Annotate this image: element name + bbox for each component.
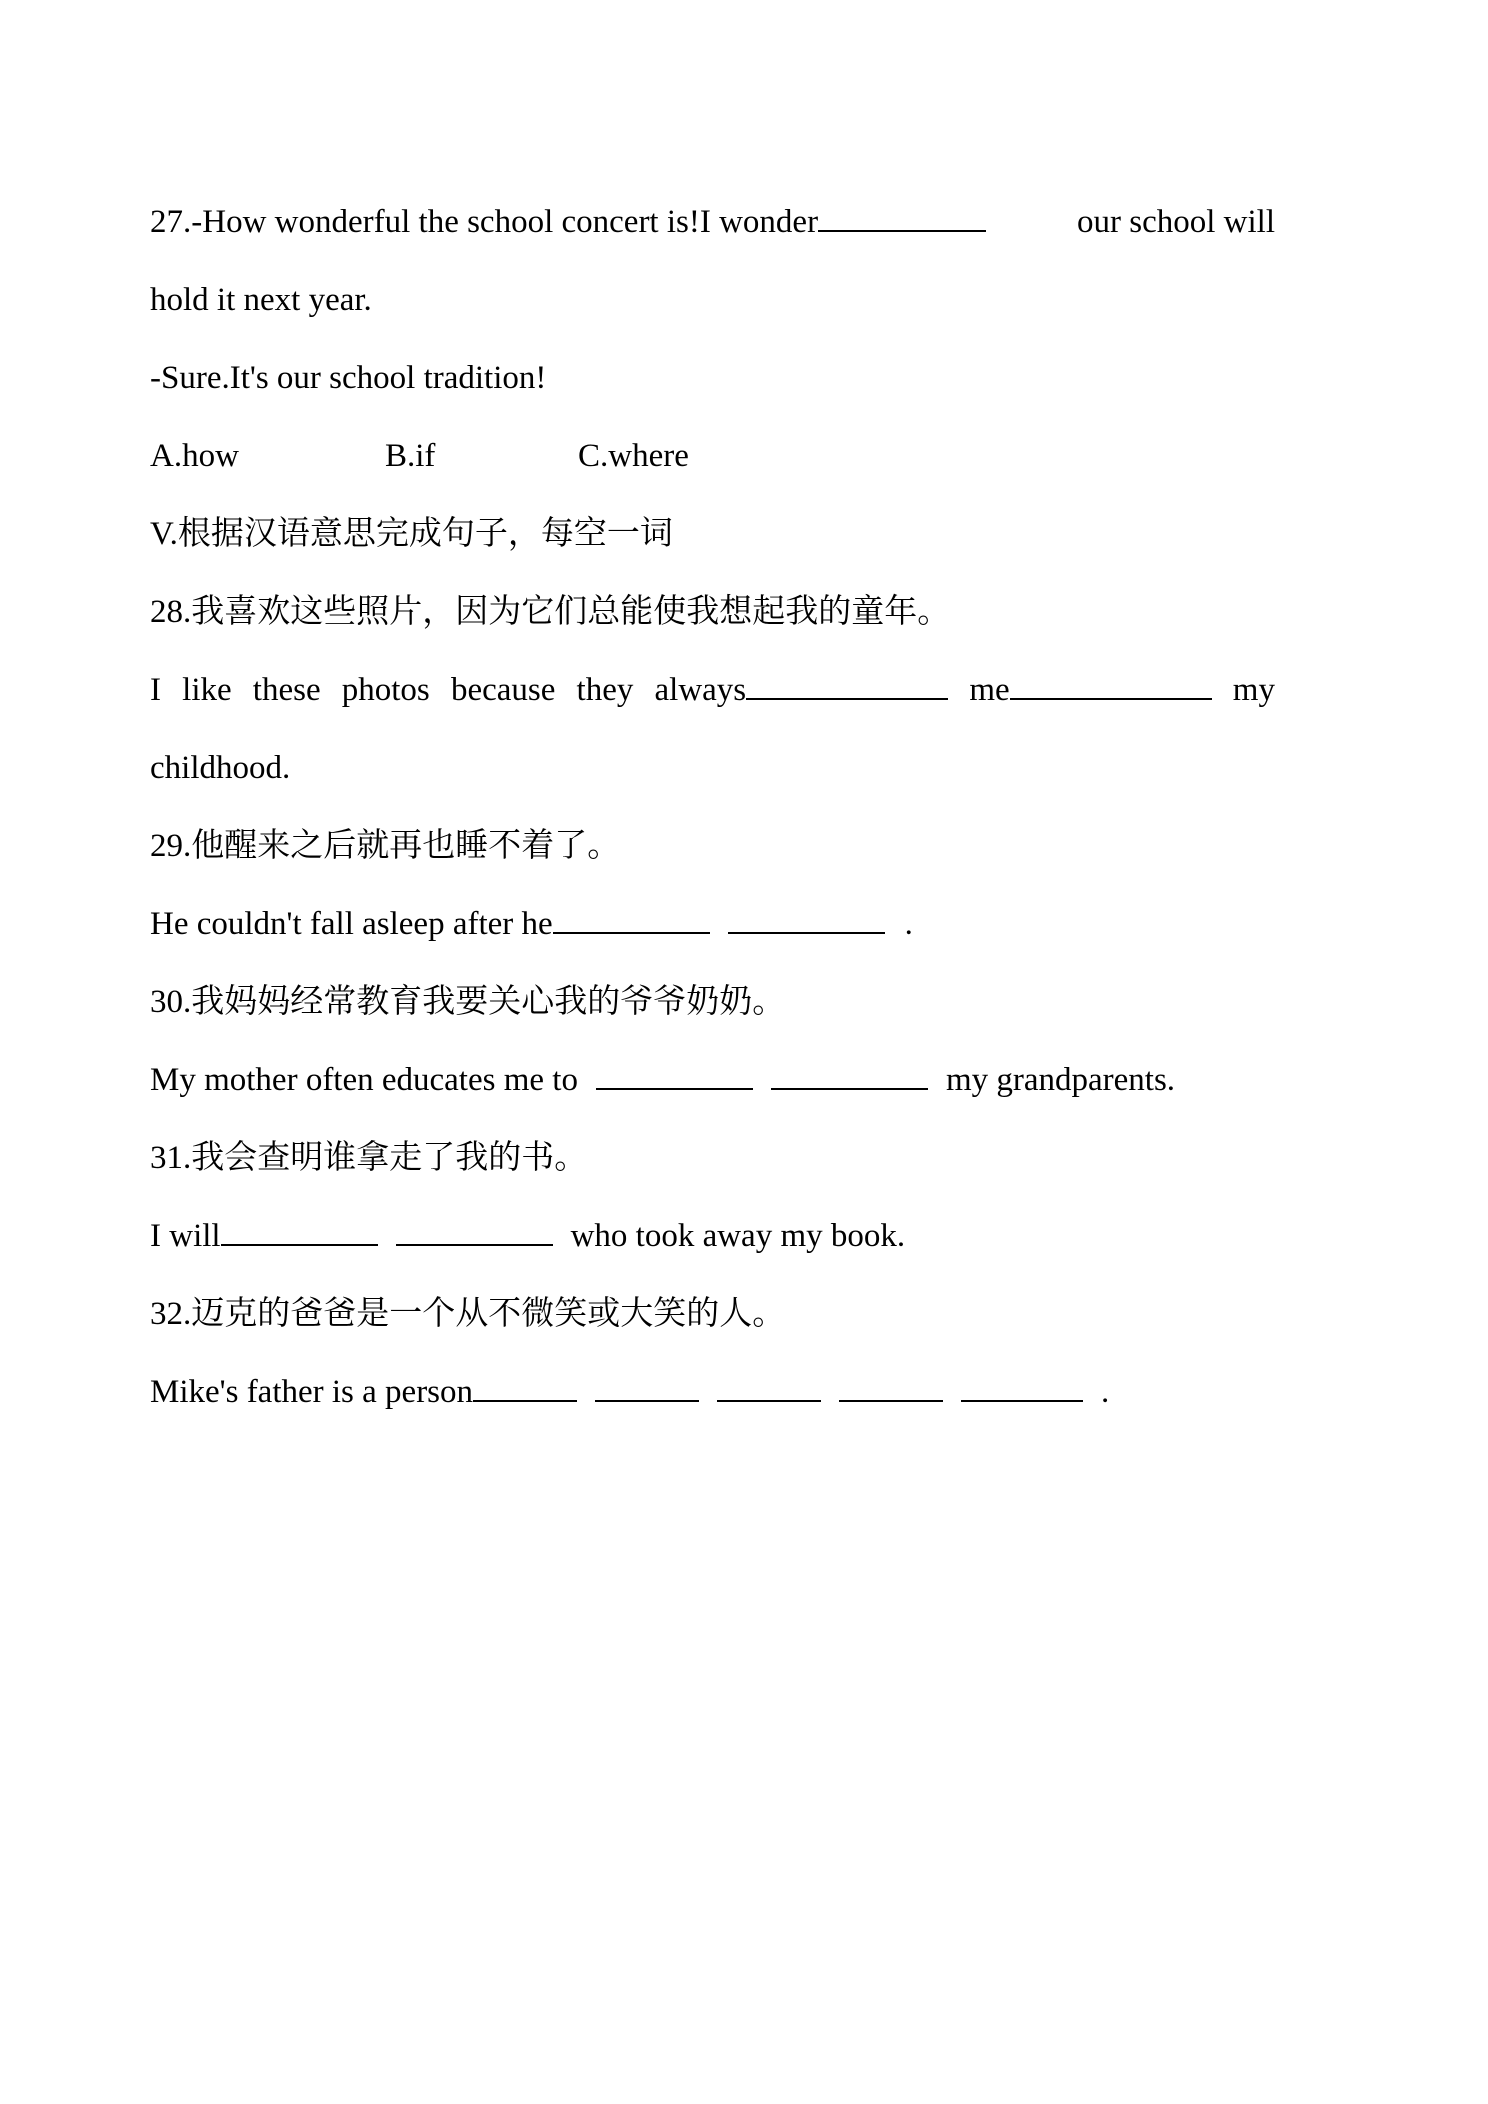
- answer-blank-32c[interactable]: [717, 1370, 821, 1402]
- answer-blank-30b[interactable]: [771, 1058, 928, 1090]
- q27-options: [150, 434, 1275, 478]
- q27-prompt-start: 27.-How wonderful the school concert is!I wonder: [150, 204, 819, 240]
- q31-chinese: 31.我会查明谁拿走了我的书。: [150, 1140, 588, 1176]
- answer-blank-31a[interactable]: [221, 1214, 378, 1246]
- q28-line2: childhood.: [150, 750, 291, 786]
- q31-prompt-end: who took away my book.: [570, 1218, 906, 1254]
- q30-english: [150, 1058, 1175, 1102]
- q32-prompt: Mike's father is a person: [150, 1374, 474, 1410]
- q28-word: always: [654, 672, 747, 708]
- q27-line2: hold it next year.: [150, 282, 372, 318]
- q27-line1: [150, 200, 1275, 244]
- q28-word: photos: [341, 672, 430, 708]
- q29-period: .: [904, 906, 913, 942]
- q28-chinese: 28.我喜欢这些照片，因为它们总能使我想起我的童年。: [150, 594, 951, 630]
- q28-word-group: [969, 668, 1211, 712]
- answer-blank-27[interactable]: [818, 200, 986, 232]
- q28-word-group: [655, 668, 949, 712]
- q28-line1: [150, 668, 1275, 712]
- q30-prompt-end: my grandparents.: [945, 1062, 1176, 1098]
- answer-blank-32d[interactable]: [839, 1370, 943, 1402]
- q27-prompt-end: our school will: [1077, 204, 1275, 240]
- q30-chinese: 30.我妈妈经常教育我要关心我的爷爷奶奶。: [150, 984, 786, 1020]
- q27-line1-group: [150, 200, 986, 244]
- option-b[interactable]: B.if: [385, 438, 436, 474]
- answer-blank-32b[interactable]: [595, 1370, 699, 1402]
- q29-prompt: He couldn't fall asleep after he: [150, 906, 553, 942]
- option-a[interactable]: A.how: [150, 438, 239, 474]
- answer-blank-29b[interactable]: [728, 902, 885, 934]
- q31-prompt: I will: [150, 1218, 221, 1254]
- q28-word: I: [150, 672, 161, 708]
- q28-word: because: [450, 672, 556, 708]
- q31-english: [150, 1214, 905, 1258]
- q28-word: they: [576, 672, 634, 708]
- q27-answer: -Sure.It's our school tradition!: [150, 360, 547, 396]
- q29-english: [150, 902, 913, 946]
- q29-chinese: 29.他醒来之后就再也睡不着了。: [150, 828, 621, 864]
- q32-chinese: 32.迈克的爸爸是一个从不微笑或大笑的人。: [150, 1296, 786, 1332]
- q32-english: [150, 1370, 1109, 1414]
- section-heading: V.根据汉语意思完成句子，每空一词: [150, 516, 673, 552]
- answer-blank-32e[interactable]: [961, 1370, 1083, 1402]
- q28-word: me: [969, 672, 1010, 708]
- answer-blank-29a[interactable]: [553, 902, 710, 934]
- answer-blank-30a[interactable]: [596, 1058, 753, 1090]
- q28-word: my: [1232, 672, 1275, 708]
- q28-word: these: [252, 672, 321, 708]
- answer-blank-28a[interactable]: [746, 668, 948, 700]
- answer-blank-31b[interactable]: [396, 1214, 553, 1246]
- q30-prompt: My mother often educates me to: [150, 1062, 578, 1098]
- q28-word: like: [182, 672, 232, 708]
- option-c[interactable]: C.where: [578, 438, 689, 474]
- answer-blank-28b[interactable]: [1010, 668, 1212, 700]
- answer-blank-32a[interactable]: [473, 1370, 577, 1402]
- q32-period: .: [1101, 1374, 1110, 1410]
